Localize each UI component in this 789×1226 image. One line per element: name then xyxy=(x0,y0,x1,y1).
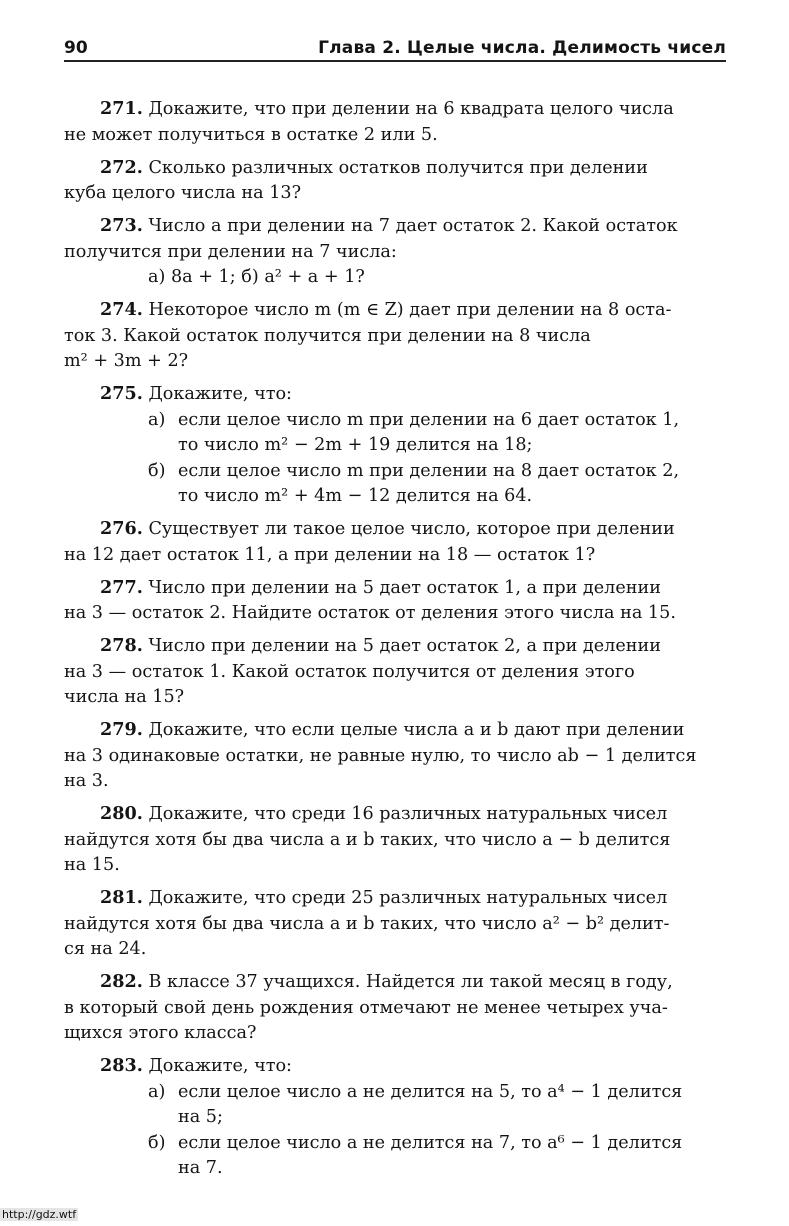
problem-number: 278. xyxy=(100,635,143,656)
problem-text-line xyxy=(64,685,726,711)
problem-text: Существует ли такое целое число, которое при делении xyxy=(148,519,675,539)
problem-text-line xyxy=(64,601,726,627)
problem-number: 280. xyxy=(100,803,143,824)
problem-text-line xyxy=(64,996,726,1022)
problem-number: 274. xyxy=(100,299,143,320)
sub-text-line: если целое число a не делится на 5, то a⁴ − 1 делится xyxy=(178,1081,683,1102)
problem-text-line xyxy=(64,969,726,996)
sub-text-line: если целое число m при делении на 8 дает остаток 2, xyxy=(178,460,680,481)
problem-number: 281. xyxy=(100,887,143,908)
problem-parts: а) 8a + 1; б) a² + a + 1? xyxy=(148,267,365,287)
sub-label: а) xyxy=(148,409,166,430)
problem-271 xyxy=(64,96,726,148)
problem-number: 271. xyxy=(100,98,143,119)
problem-text-line xyxy=(64,349,726,375)
problem-text-line xyxy=(64,1053,726,1080)
sub-body xyxy=(178,459,726,510)
problem-282 xyxy=(64,969,726,1047)
problem-text: Докажите, что при делении на 6 квадрата целого числа xyxy=(148,99,674,119)
problem-text: на 3 — остаток 1. Какой остаток получится от деления этого xyxy=(64,661,635,682)
sub-text-line: на 7. xyxy=(178,1158,223,1178)
problem-text: Сколько различных остатков получится при делении xyxy=(148,157,648,178)
problem-text-line xyxy=(64,181,726,207)
page-header xyxy=(64,38,726,62)
problem-274 xyxy=(64,297,726,375)
problem-text-line xyxy=(64,516,726,543)
problem-text: Число при делении на 5 дает остаток 1, а при делении xyxy=(148,577,661,598)
problem-275 xyxy=(64,381,726,510)
problem-text-line xyxy=(64,543,726,569)
problem-text: Некоторое число m (m ∈ Z) дает при делении на 8 оста- xyxy=(148,300,672,320)
problem-text: Число a при делении на 7 дает остаток 2. Какой остаток xyxy=(148,216,678,236)
problem-text: на 3 одинаковые остатки, не равные нулю, то число ab − 1 делится xyxy=(64,745,697,766)
sub-text-line: на 5; xyxy=(178,1107,223,1127)
problem-text-line xyxy=(64,633,726,660)
problem-text: найдутся хотя бы два числа a и b таких, что число a − b делится xyxy=(64,829,671,850)
problem-278 xyxy=(64,633,726,711)
sub-label: б) xyxy=(148,460,166,481)
problem-number: 276. xyxy=(100,518,143,539)
sub-text-line: если целое число a не делится на 7, то a⁶ − 1 делится xyxy=(178,1132,683,1153)
problem-text: на 15. xyxy=(64,855,120,875)
problem-text: ся на 24. xyxy=(64,939,147,959)
problem-text: на 3. xyxy=(64,771,109,791)
problem-text: Докажите, что среди 25 различных натуральных чисел xyxy=(148,888,668,908)
problem-text: Докажите, что: xyxy=(148,1056,292,1076)
sub-body xyxy=(178,1080,726,1131)
problem-text: В классе 37 учащихся. Найдется ли такой месяц в году, xyxy=(148,972,673,992)
problem-number: 277. xyxy=(100,576,143,598)
problem-text: Докажите, что если целые числа a и b дают при делении xyxy=(148,720,685,740)
problem-283 xyxy=(64,1053,726,1182)
sub-body xyxy=(178,408,726,459)
problem-text: не может получиться в остатке 2 или 5. xyxy=(64,124,438,145)
problem-text: Докажите, что среди 16 различных натуральных чисел xyxy=(148,804,668,824)
problem-number: 279. xyxy=(100,719,143,740)
problem-text-line xyxy=(64,297,726,324)
problem-list xyxy=(64,96,726,1188)
problem-text-line xyxy=(64,213,726,240)
problem-text-line xyxy=(64,937,726,963)
problem-text: Число при делении на 5 дает остаток 2, а при делении xyxy=(148,636,661,656)
problem-text-line xyxy=(64,1021,726,1047)
problem-text: ток 3. Какой остаток получится при делении на 8 числа xyxy=(64,325,591,346)
sub-label: б) xyxy=(148,1132,166,1153)
problem-number: 275. xyxy=(100,383,143,404)
problem-text-line xyxy=(64,155,726,182)
problem-277 xyxy=(64,575,726,627)
sub-text-line: то число m² − 2m + 19 делится на 18; xyxy=(178,435,533,455)
problem-text-line xyxy=(64,744,726,770)
sub-item xyxy=(64,408,726,459)
sub-item xyxy=(64,1131,726,1182)
problem-text-line xyxy=(64,575,726,602)
problem-281 xyxy=(64,885,726,963)
problem-number: 283. xyxy=(100,1055,143,1076)
problem-text-line xyxy=(64,828,726,854)
page-number: 90 xyxy=(64,38,88,58)
problem-number: 282. xyxy=(100,971,143,992)
problem-text-line xyxy=(64,660,726,686)
problem-text: на 12 дает остаток 11, а при делении на 18 — остаток 1? xyxy=(64,544,596,565)
problem-text-line xyxy=(64,381,726,408)
sub-text-line: если целое число m при делении на 6 дает остаток 1, xyxy=(178,409,680,430)
problem-text-line xyxy=(64,96,726,123)
problem-280 xyxy=(64,801,726,879)
problem-number: 273. xyxy=(100,215,143,236)
problem-text: на 3 — остаток 2. Найдите остаток от деления этого числа на 15. xyxy=(64,603,676,623)
problem-text-line xyxy=(64,123,726,149)
problem-text-line xyxy=(64,801,726,828)
sub-item xyxy=(64,1080,726,1131)
problem-text: m² + 3m + 2? xyxy=(64,351,189,371)
problem-text-line xyxy=(64,324,726,350)
problem-text-line xyxy=(64,853,726,879)
chapter-title: Глава 2. Целые числа. Делимость чисел xyxy=(318,38,726,58)
problem-text-line xyxy=(64,717,726,744)
problem-text: Докажите, что: xyxy=(148,384,292,404)
problem-273 xyxy=(64,213,726,291)
problem-279 xyxy=(64,717,726,795)
problem-text: щихся этого класса? xyxy=(64,1023,257,1043)
sub-text-line: то число m² + 4m − 12 делится на 64. xyxy=(178,486,533,506)
problem-text: в который свой день рождения отмечают не менее четырех уча- xyxy=(64,997,668,1018)
source-watermark: http://gdz.wtf xyxy=(2,1208,77,1221)
sub-label: а) xyxy=(148,1081,166,1102)
problem-text: числа на 15? xyxy=(64,687,185,707)
problem-272 xyxy=(64,155,726,207)
sub-item xyxy=(64,459,726,510)
problem-text: куба целого числа на 13? xyxy=(64,183,302,203)
problem-text-line xyxy=(64,912,726,938)
problem-text: найдутся хотя бы два числа a и b таких, что число a² − b² делит- xyxy=(64,913,670,934)
problem-text-line xyxy=(64,240,726,266)
problem-text-line xyxy=(64,769,726,795)
problem-text: получится при делении на 7 числа: xyxy=(64,241,397,262)
problem-text-line xyxy=(64,885,726,912)
sub-body xyxy=(178,1131,726,1182)
problem-276 xyxy=(64,516,726,568)
problem-number: 272. xyxy=(100,156,143,178)
